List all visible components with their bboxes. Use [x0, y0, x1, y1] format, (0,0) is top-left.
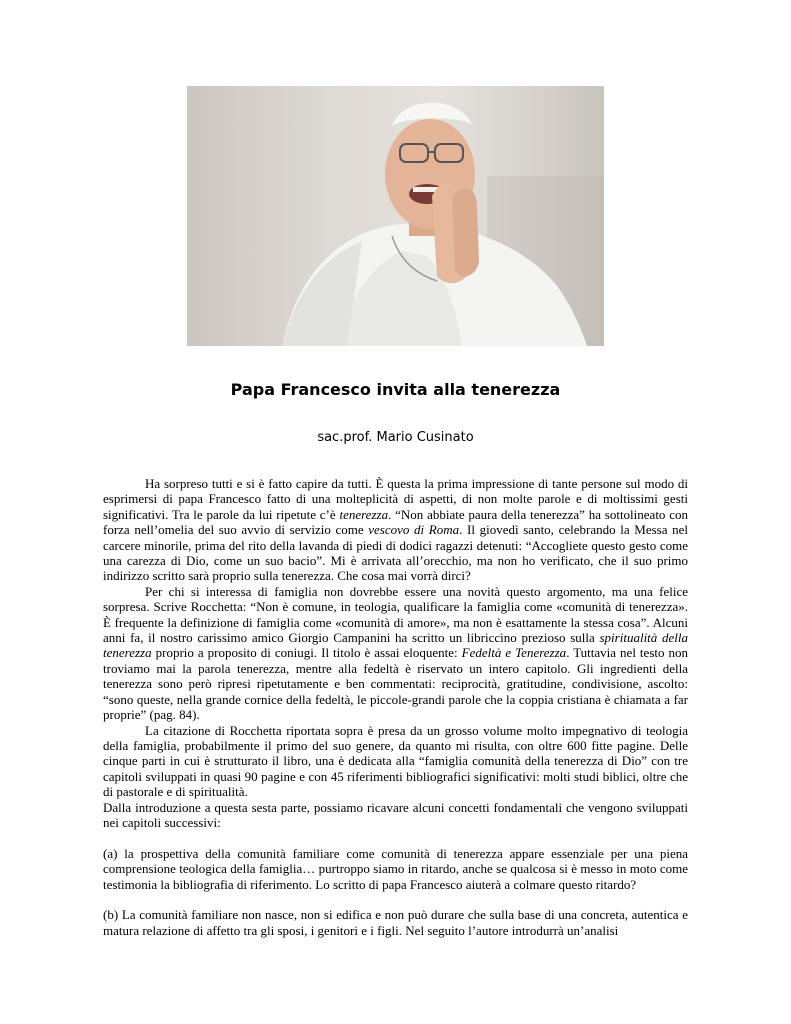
pope-photo	[187, 86, 604, 346]
paragraph	[103, 476, 688, 584]
italic-text: Fedeltà e Tenerezza	[461, 645, 567, 661]
paragraph	[103, 846, 688, 892]
paragraph	[103, 800, 688, 831]
text: (a) la prospettiva della comunità familiare come comunità di tenerezza appare essenziale per una piena comprensione teologica della famiglia… purtroppo siamo in ritardo, anche se qualcosa si è messo in moto come testimonia la bibliografia di riferimento. Lo scritto di papa Francesco aiuterà a colmare questo ritardo?	[103, 845, 688, 892]
italic-text: vescovo di Roma	[368, 522, 460, 538]
text: Dalla introduzione a questa sesta parte, possiamo ricavare alcuni concetti fondamentali che vengono sviluppati nei capitoli successivi:	[103, 799, 688, 830]
article-body	[103, 476, 688, 938]
page-title: Papa Francesco invita alla tenerezza	[230, 380, 561, 399]
text: . “Non abbiate paura della tenerezza” ha sottolineato con forza nell’omelia del suo avvio di servizio come	[103, 506, 688, 538]
author-byline: sac.prof. Mario Cusinato	[317, 430, 474, 445]
text: Ha sorpreso tutti e si è fatto capire da tutti. È questa la prima impressione di tante persone sul modo di esprimersi di papa Francesco fatto di una molteplicità di aspetti, di non molte parole e di moltissimi gesti significativi. Tra le parole da lui ripetute c’è	[103, 476, 688, 522]
paragraph	[103, 584, 688, 723]
text: La citazione di Rocchetta riportata sopra è presa da un grosso volume molto impegnativo di teologia della famiglia, probabilmente il primo del suo genere, da quanto mi risulta, con oltre 600 fitte pagine. Delle cinque parti in cui è strutturato il libro, una è dedicata alla “famiglia comunità della tenerezza di Dio” con tre capitoli sviluppati in quasi 90 pagine e con 45 riferimenti bibliografici significativi: molti studi biblici, oltre che di pastorale e di spiritualità.	[103, 722, 688, 800]
paragraph	[103, 907, 688, 938]
text: Per chi si interessa di famiglia non dovrebbe essere una novità questo argomento, ma una felice sorpresa. Scrive Rocchetta: “Non è comune, in teologia, qualificare la famiglia come «comunità di tenerezza». È frequente la definizione di famiglia come «comunità di amore», ma non è esattamente la stessa cosa”. Alcuni anni fa, il nostro carissimo amico Giorgio Campanini ha scritto un libriccino prezioso sulla	[103, 583, 688, 646]
text: . Il giovedì santo, celebrando la Messa nel carcere minorile, prima del rito della lavanda di piedi di dodici ragazzi detenuti: “Accogliete questo gesto come una carezza di Dio, come un suo bacio”. Mi è arrivata all’orecchio, ma non ho verificato, che il suo primo indirizzo scritto sarà proprio sulla tenerezza. Che cosa mai vorrà dirci?	[103, 522, 688, 584]
text: . Tuttavia nel testo non troviamo mai la parola tenerezza, mentre alla fedeltà è riservato un intero capitolo. Gli ingredienti della tenerezza sono però ripresi ripetutamente e ben commentati: reciprocità, gratitudine, condivisione, ascolto: “sono queste, nella grande cornice della fedeltà, le piccole-grandi parole che la coppia cristiana è chiamata a far proprie” (pag. 84).	[103, 645, 688, 723]
text: proprio a proposito di coniugi. Il titolo è assai eloquente:	[151, 645, 462, 661]
text: (b) La comunità familiare non nasce, non si edifica e non può durare che sulla base di una concreta, autentica e matura relazione di affetto tra gli sposi, i genitori e i figli. Nel seguito l’autore introdurrà un’analisi	[103, 907, 688, 938]
italic-text: spiritualità della tenerezza	[103, 630, 688, 661]
paragraph	[103, 723, 688, 800]
pope-photo-icon	[187, 86, 604, 346]
italic-text: tenerezza	[339, 506, 389, 522]
